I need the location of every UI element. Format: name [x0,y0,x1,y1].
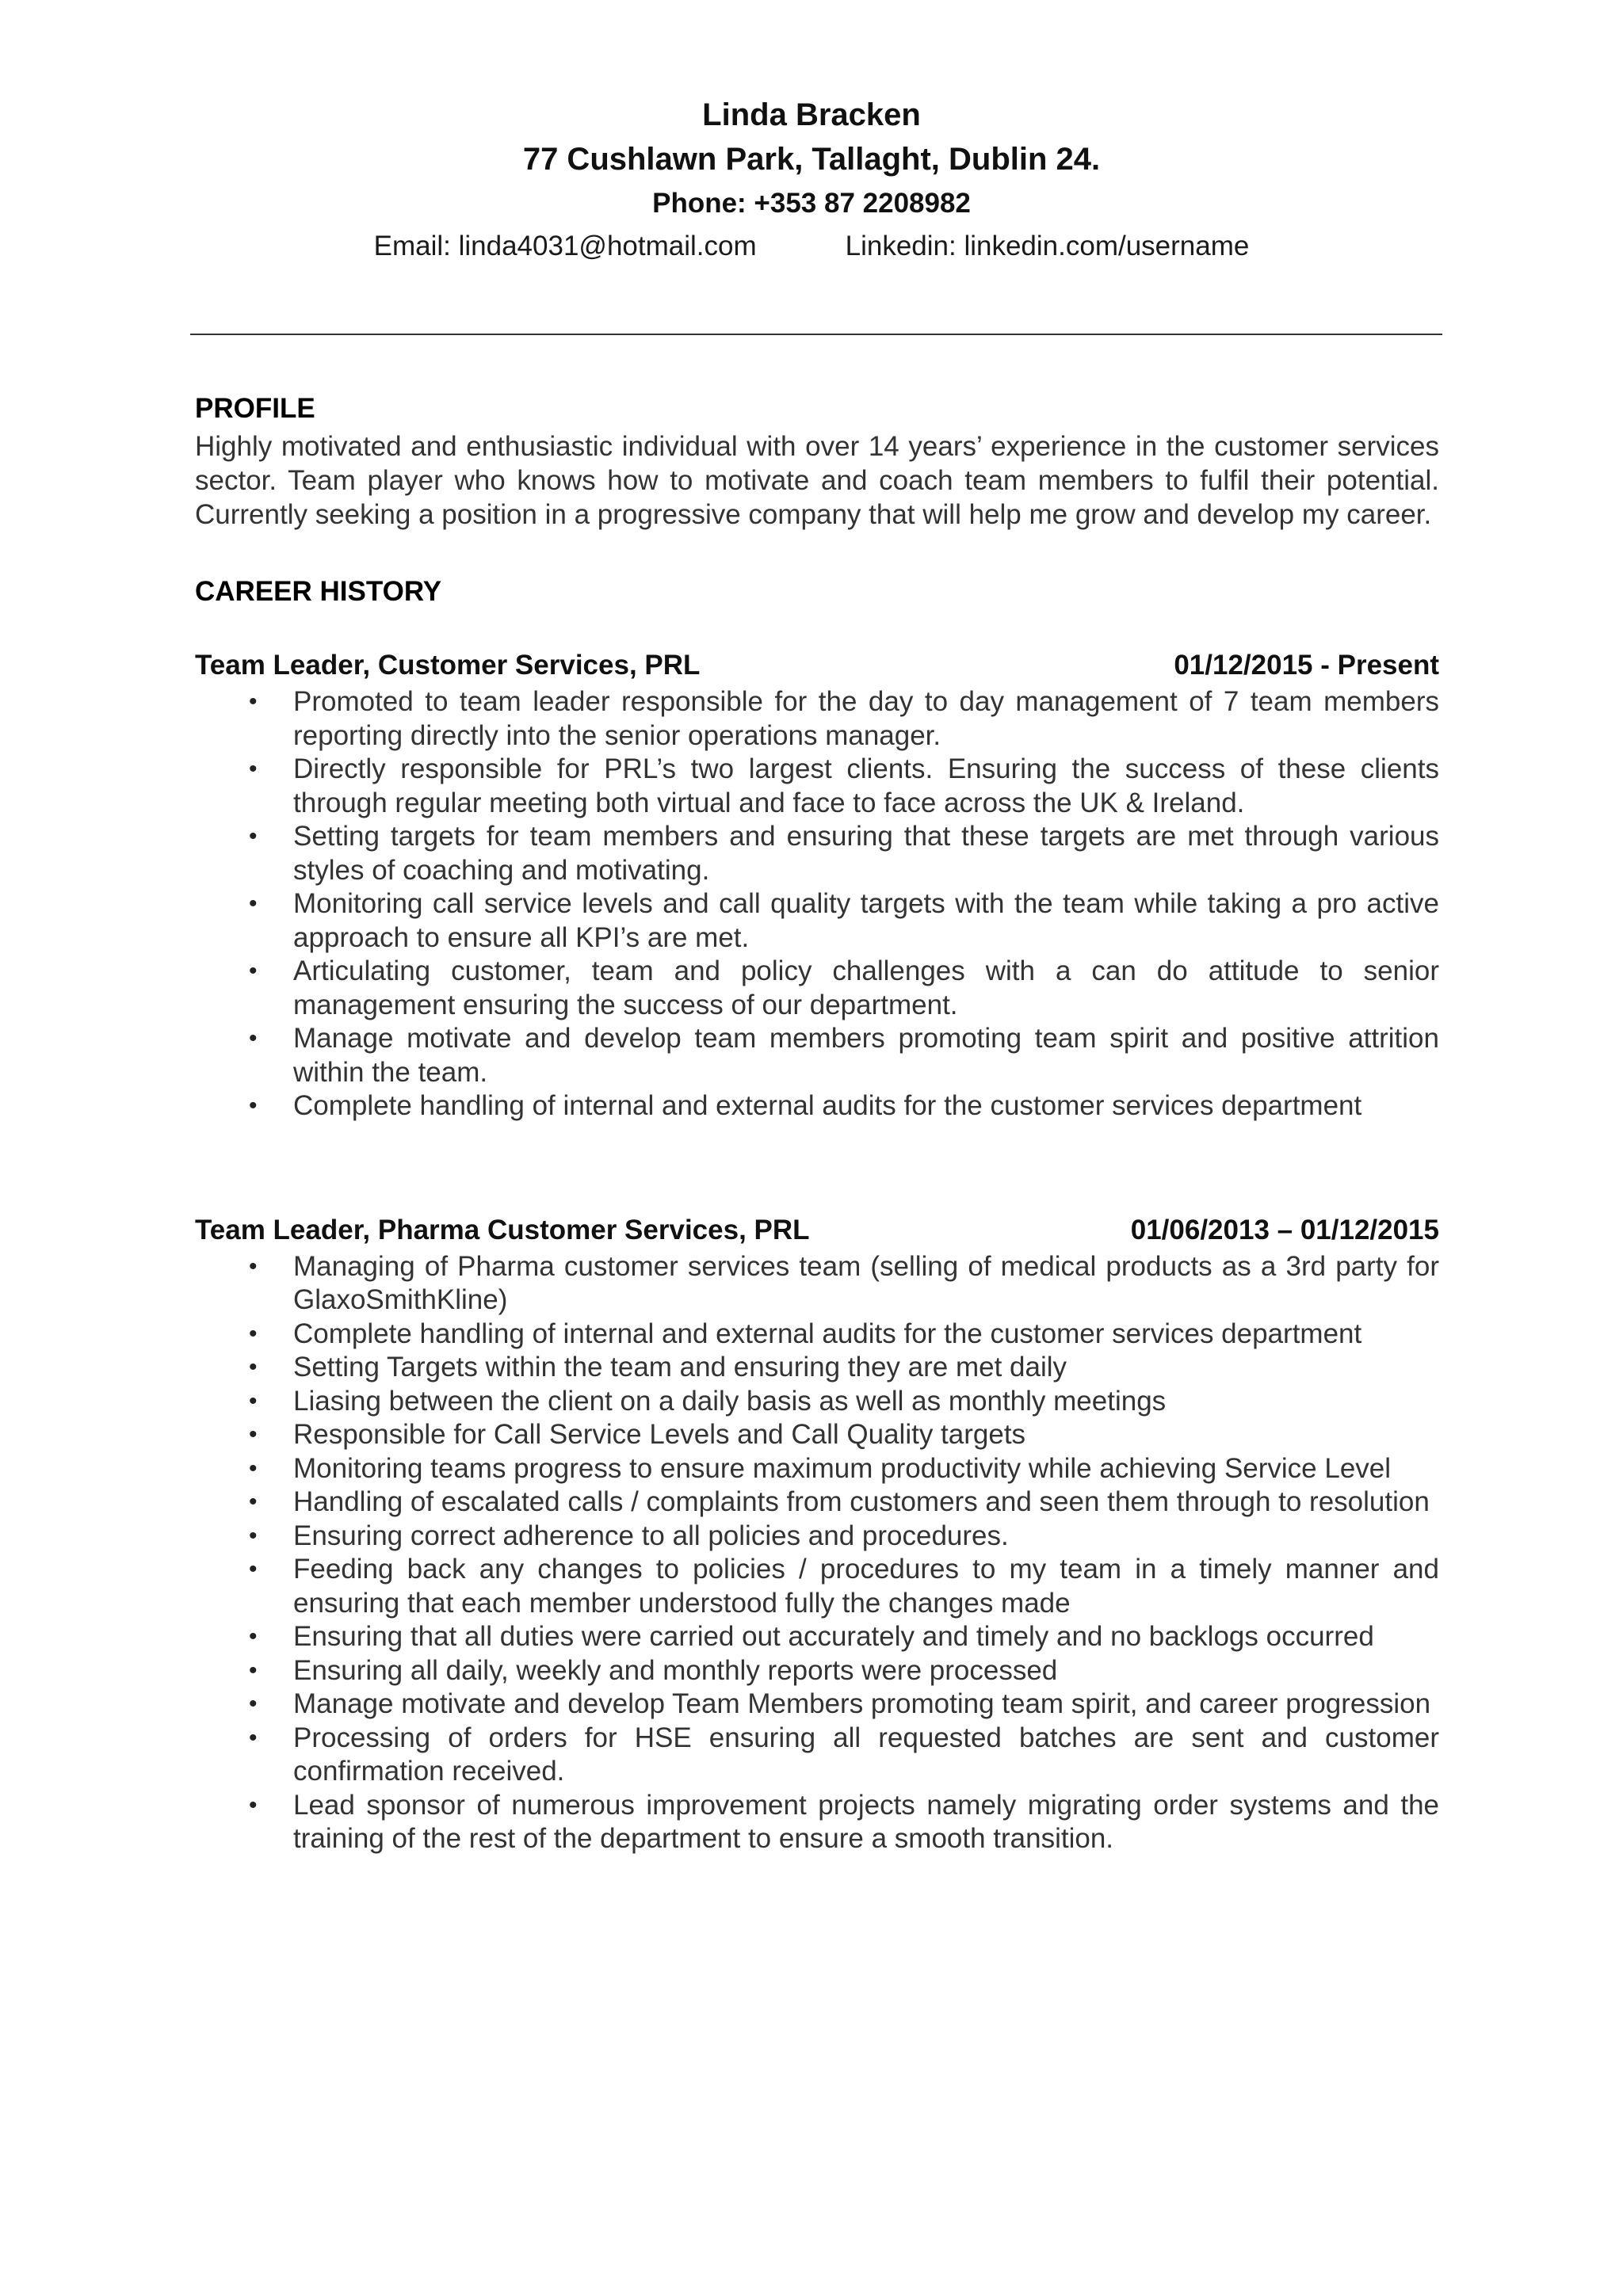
duty-text: Manage motivate and develop team members promoting team spirit and positive attrition within the team. [293,1023,1439,1088]
duty-item [195,1385,1439,1419]
contact-line [0,225,1623,268]
bullet-icon: • [249,688,258,715]
bullet-icon: • [249,1093,258,1119]
duty-text: Complete handling of internal and external audits for the customer services department [293,1318,1362,1349]
bullet-icon: • [249,1253,258,1280]
header-divider [190,334,1442,335]
duty-text: Complete handling of internal and external audits for the customer services department [293,1090,1362,1121]
candidate-address: 77 Cushlawn Park, Tallaght, Dublin 24. [522,142,1101,177]
duty-item [195,1418,1439,1452]
duty-item [195,1318,1439,1352]
candidate-phone: Phone: +353 87 2208982 [652,188,971,219]
duty-text: Lead sponsor of numerous improvement projects namely migrating order systems and the training of the rest of the department to ensure a smooth transition. [293,1789,1439,1854]
candidate-name: Linda Bracken [702,97,921,132]
bullet-icon: • [249,1657,258,1684]
bullet-icon: • [249,1455,258,1482]
duty-item [195,753,1439,820]
duty-item [195,1089,1439,1123]
duty-item [195,1688,1439,1722]
duty-item [195,1351,1439,1385]
duty-text: Setting targets for team members and ensuring that these targets are met through various styles of coaching and motivating. [293,821,1439,886]
duty-text: Manage motivate and develop Team Members promoting team spirit, and career progression [293,1688,1431,1719]
bullet-icon: • [249,1354,258,1380]
job-header [195,646,1439,685]
duty-item [195,1620,1439,1654]
bullet-icon: • [249,958,258,984]
job-dates: 01/06/2013 – 01/12/2015 [1130,1214,1439,1245]
duty-text: Ensuring that all duties were carried out accurately and timely and no backlogs occurred [293,1621,1374,1652]
candidate-email: Email: linda4031@hotmail.com [373,231,757,261]
duty-text: Setting Targets within the team and ensuring they are met daily [293,1352,1067,1383]
duty-text: Ensuring correct adherence to all policies and procedures. [293,1520,1009,1551]
duty-item [195,685,1439,753]
duty-text: Liasing between the client on a daily basis as well as monthly meetings [293,1385,1167,1417]
duty-item [195,1486,1439,1520]
job-header [195,1211,1439,1250]
bullet-icon: • [249,1556,258,1582]
bullet-icon: • [249,823,258,849]
duty-item [195,1452,1439,1486]
bullet-icon: • [249,1387,258,1414]
job-title: Team Leader, Pharma Customer Services, PRL [195,1214,810,1245]
bullet-icon: • [249,1421,258,1447]
job-entry [195,646,1439,1123]
duty-item [195,1722,1439,1789]
duty-item [195,1520,1439,1554]
duty-text: Responsible for Call Service Levels and Call Quality targets [293,1419,1026,1450]
duty-text: Feeding back any changes to policies / procedures to my team in a timely manner and ensuring that each member understood fully the changes made [293,1554,1439,1619]
profile-text: Highly motivated and enthusiastic individual with over 14 years’ experience in the customer services sector. Team player who knows how to motivate and coach team members to fulfil their potential. Currently seeking a position in a progressive company that will help me grow and develop my career. [195,431,1439,530]
duty-text: Articulating customer, team and policy challenges with a can do attitude to senior management ensuring the success of our department. [293,955,1439,1020]
bullet-icon: • [249,891,258,917]
duty-item [195,1022,1439,1089]
duty-item [195,1789,1439,1856]
duty-item [195,1250,1439,1318]
job-title: Team Leader, Customer Services, PRL [195,650,701,681]
duty-text: Promoted to team leader responsible for the day to day management of 7 team members reporting directly into the senior operations manager. [293,686,1439,751]
bullet-icon: • [249,1522,258,1549]
bullet-icon: • [249,1489,258,1515]
duty-list [195,1250,1439,1856]
bullet-icon: • [249,1320,258,1347]
profile-heading: PROFILE [195,393,315,424]
job-entry [195,1211,1439,1856]
duty-item [195,955,1439,1022]
bullet-icon: • [249,1623,258,1650]
duty-item [195,1553,1439,1620]
duty-text: Directly responsible for PRL’s two largest clients. Ensuring the success of these clients through regular meeting both virtual and face to face across the UK & Ireland. [293,753,1439,818]
job-dates: 01/12/2015 - Present [1174,650,1439,681]
duty-text: Monitoring call service levels and call quality targets with the team while taking a pro active approach to ensure all KPI’s are met. [293,888,1439,953]
bullet-icon: • [249,1025,258,1051]
bullet-icon: • [249,1791,258,1818]
duty-item [195,1654,1439,1688]
bullet-icon: • [249,756,258,782]
resume-header [0,93,1623,268]
duty-text: Processing of orders for HSE ensuring all requested batches are sent and customer confirmation received. [293,1722,1439,1787]
candidate-linkedin: Linkedin: linkedin.com/username [845,231,1250,261]
bullet-icon: • [249,1691,258,1717]
duty-text: Monitoring teams progress to ensure maximum productivity while achieving Service Level [293,1452,1392,1484]
duty-item [195,887,1439,955]
resume-body [195,388,1439,1856]
duty-text: Managing of Pharma customer services team (selling of medical products as a 3rd party for GlaxoSmithKline) [293,1250,1439,1315]
career-history-heading: CAREER HISTORY [195,576,442,607]
duty-text: Handling of escalated calls / complaints from customers and seen them through to resolution [293,1486,1430,1517]
duty-list [195,685,1439,1123]
bullet-icon: • [249,1724,258,1751]
duty-item [195,820,1439,887]
duty-text: Ensuring all daily, weekly and monthly reports were processed [293,1654,1058,1686]
